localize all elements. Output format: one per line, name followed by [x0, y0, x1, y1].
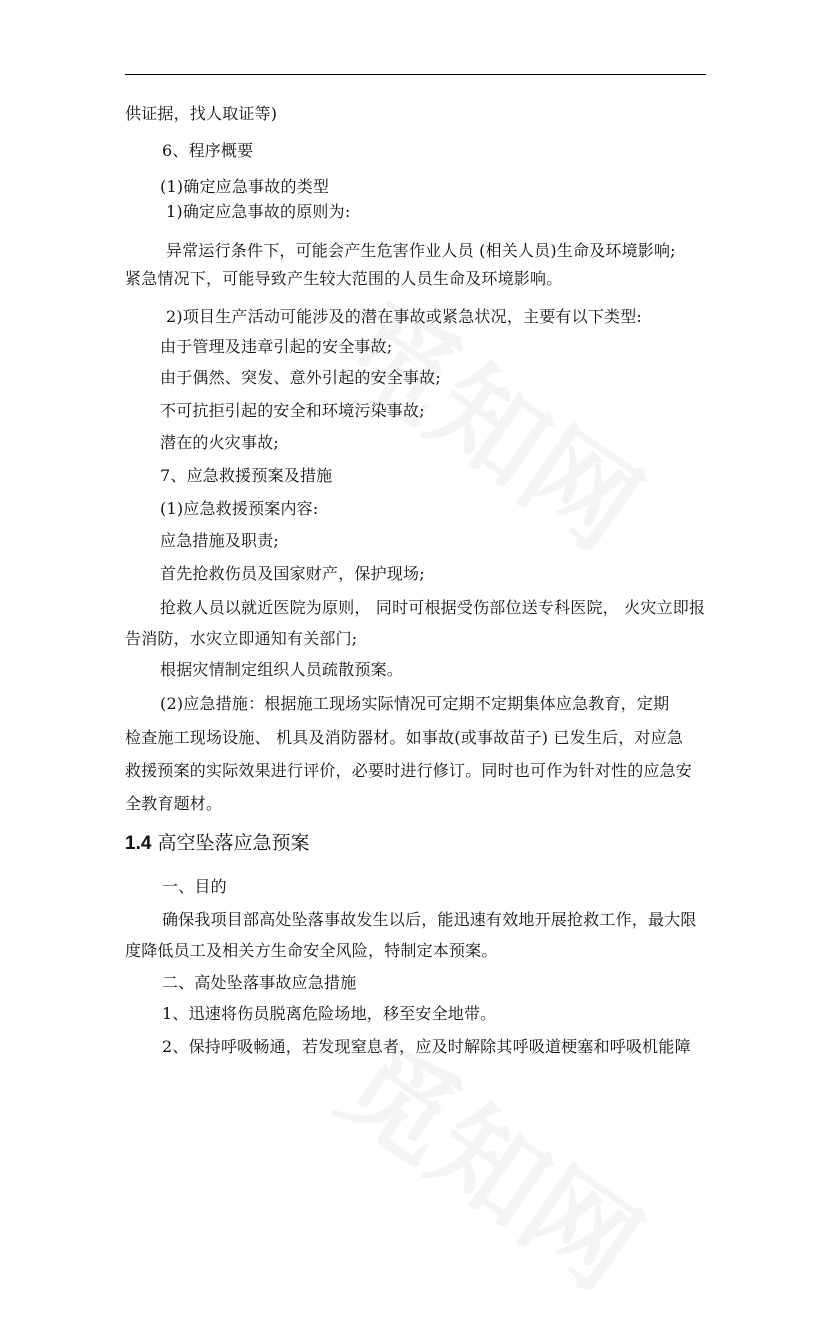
section-heading: [125, 830, 309, 857]
header-rule: [125, 74, 706, 75]
text-line: 潜在的火灾事故;: [160, 433, 279, 452]
text-line: 一、目的: [162, 877, 227, 896]
text-line: (1)确定应急事故的类型: [160, 177, 330, 196]
text-line: 首先抢救伤员及国家财产，保护现场;: [160, 564, 425, 583]
text-line: 由于管理及违章引起的安全事故;: [160, 337, 393, 356]
text-line: 度降低员工及相关方生命安全风险，特制定本预案。: [125, 941, 498, 960]
section-title: 高空坠落应急预案: [157, 832, 310, 854]
text-line: 根据灾情制定组织人员疏散预案。: [160, 660, 404, 679]
text-line: 紧急情况下，可能导致产生较大范围的人员生命及环境影响。: [125, 269, 563, 288]
text-line: 告消防，水灾立即通知有关部门;: [125, 629, 358, 648]
text-line: 异常运行条件下，可能会产生危害作业人员 (相关人员)生命及环境影响;: [166, 241, 676, 260]
text-line: 全教育题材。: [125, 794, 223, 813]
text-line: (1)应急救援预案内容:: [160, 499, 319, 518]
section-number: 1.4: [125, 833, 152, 854]
text-line: (2)应急措施：根据施工现场实际情况可定期不定期集体应急教育，定期: [160, 694, 670, 713]
text-line: 确保我项目部高处坠落事故发生以后，能迅速有效地开展抢救工作，最大限: [162, 910, 697, 929]
text-line: 供证据，找人取证等): [125, 104, 278, 123]
text-line: 抢救人员以就近医院为原则， 同时可根据受伤部位送专科医院， 火灾立即报: [160, 598, 706, 617]
text-line: 2、保持呼吸畅通，若发现窒息者，应及时解除其呼吸道梗塞和呼吸机能障: [162, 1037, 691, 1056]
text-line: 2)项目生产活动可能涉及的潜在事故或紧急状况，主要有以下类型:: [166, 307, 643, 326]
text-line: 不可抗拒引起的安全和环境污染事故;: [160, 401, 425, 420]
text-line: 6、程序概要: [162, 141, 254, 160]
text-line: 由于偶然、突发、意外引起的安全事故;: [160, 368, 441, 387]
text-line: 1、迅速将伤员脱离危险场地，移至安全地带。: [162, 1004, 497, 1023]
text-line: 二、高处坠落事故应急措施: [162, 973, 357, 992]
text-line: 1)确定应急事故的原则为:: [166, 202, 351, 221]
text-line: 7、应急救援预案及措施: [160, 466, 333, 485]
text-line: 救援预案的实际效果进行评价，必要时进行修订。同时也可作为针对性的应急安: [125, 761, 693, 780]
text-line: 检查施工现场设施、 机具及消防器材。如事故(或事故苗子) 已发生后，对应急: [125, 728, 684, 747]
text-line: 应急措施及职责;: [160, 531, 279, 550]
